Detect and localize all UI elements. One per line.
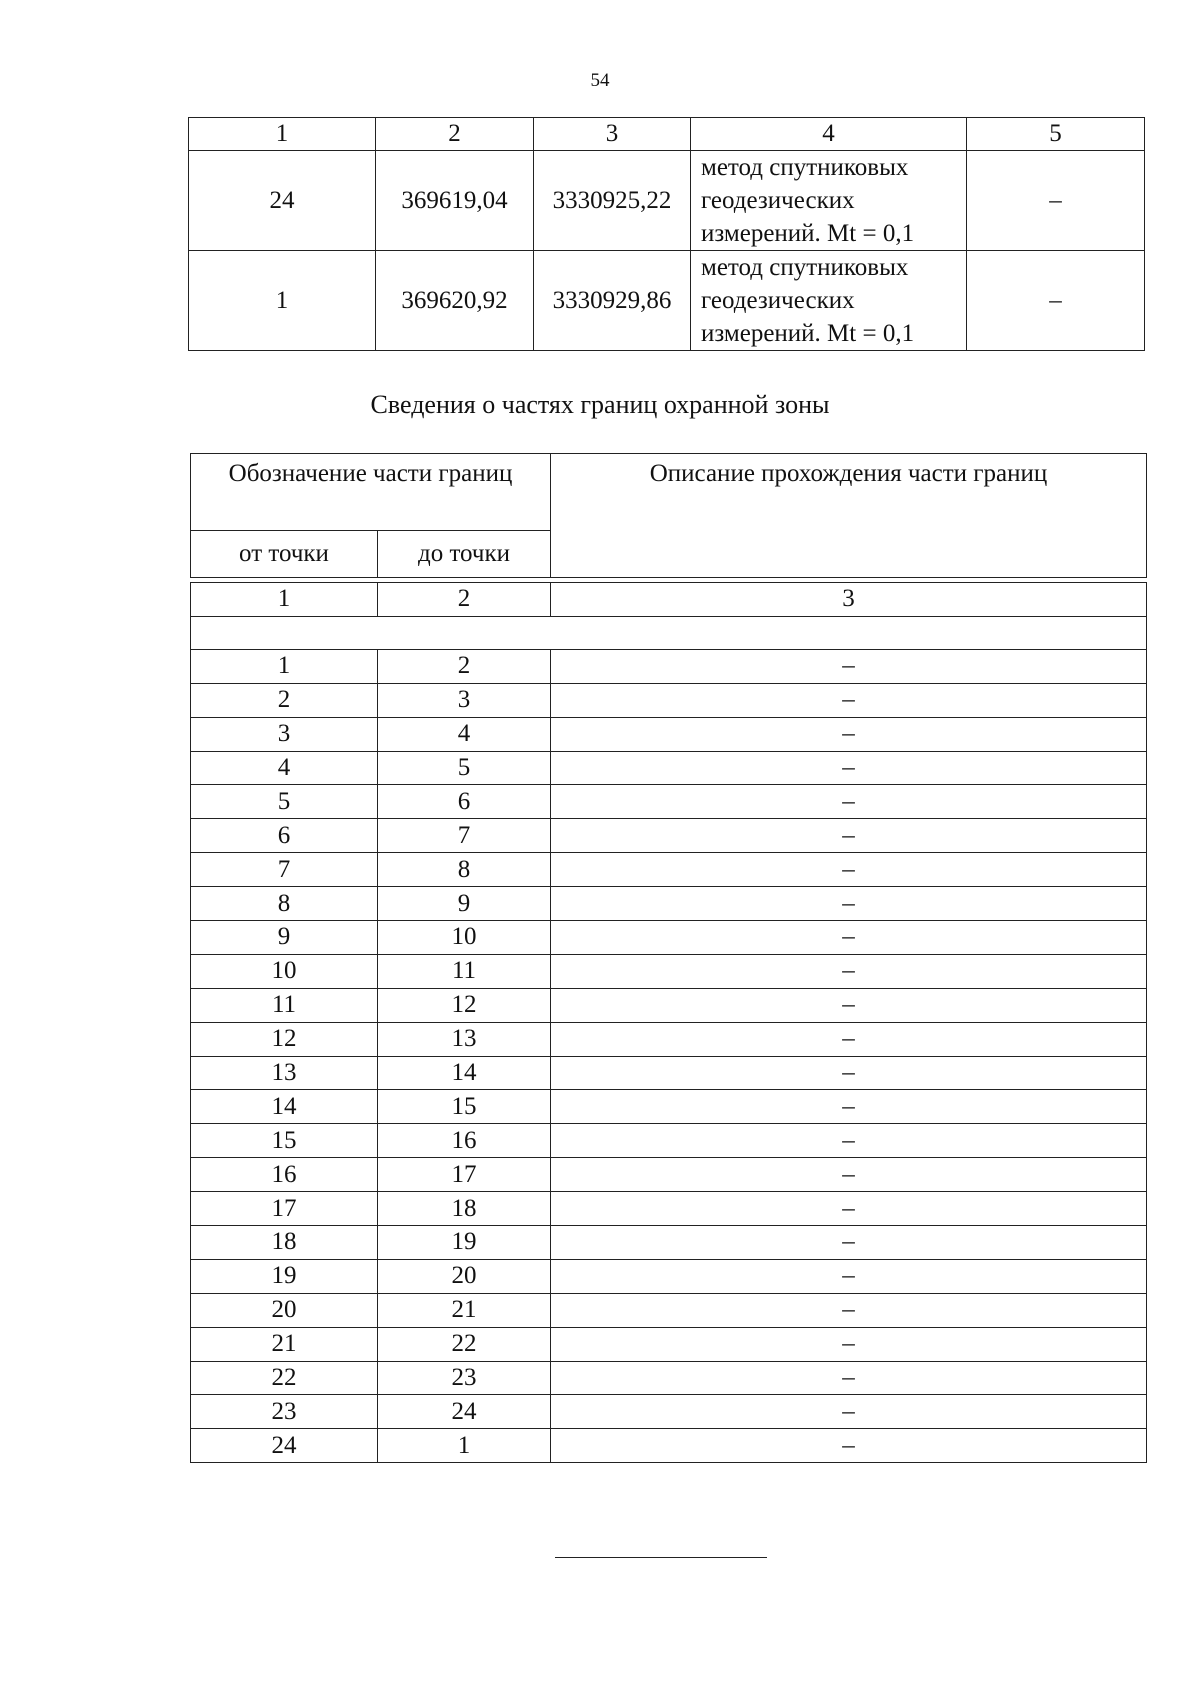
description-cell: – xyxy=(551,751,1147,785)
description-cell: – xyxy=(551,649,1147,683)
description-cell: – xyxy=(551,1259,1147,1293)
section-title: Сведения о частях границ охранной зоны xyxy=(370,390,830,419)
from-point-cell: 7 xyxy=(191,853,378,887)
to-point-cell: 5 xyxy=(378,751,551,785)
method-cell xyxy=(691,251,967,351)
table-row xyxy=(191,1327,1147,1361)
from-point-cell: 12 xyxy=(191,1022,378,1056)
from-point-cell: 14 xyxy=(191,1090,378,1124)
description-cell: – xyxy=(551,1090,1147,1124)
to-point-cell: 16 xyxy=(378,1124,551,1158)
description-cell: – xyxy=(551,1327,1147,1361)
from-point-cell: 10 xyxy=(191,954,378,988)
to-point-cell: 20 xyxy=(378,1259,551,1293)
from-point-cell: 4 xyxy=(191,751,378,785)
point-number: 1 xyxy=(189,251,376,351)
description-cell: – xyxy=(551,1158,1147,1192)
from-point-cell: 8 xyxy=(191,887,378,921)
to-point-header: до точки xyxy=(378,531,551,578)
method-line: метод спутниковых xyxy=(701,254,909,281)
part-designation-header: Обозначение части границ xyxy=(191,454,551,531)
to-point-cell: 22 xyxy=(378,1327,551,1361)
table-row xyxy=(191,819,1147,853)
from-point-cell: 11 xyxy=(191,988,378,1022)
table-row xyxy=(191,1429,1147,1463)
description-cell: – xyxy=(551,853,1147,887)
table-row xyxy=(191,1192,1147,1226)
to-point-cell: 1 xyxy=(378,1429,551,1463)
method-line: геодезических xyxy=(701,287,855,314)
table-row xyxy=(191,1158,1147,1192)
table-row xyxy=(191,887,1147,921)
method-cell xyxy=(691,151,967,251)
from-point-cell: 21 xyxy=(191,1327,378,1361)
description-cell: – xyxy=(551,1395,1147,1429)
to-point-cell: 19 xyxy=(378,1226,551,1260)
from-point-header: от точки xyxy=(191,531,378,578)
table-row xyxy=(191,1124,1147,1158)
from-point-cell: 3 xyxy=(191,717,378,751)
description-cell: – xyxy=(551,1022,1147,1056)
to-point-cell: 23 xyxy=(378,1361,551,1395)
to-point-cell: 11 xyxy=(378,954,551,988)
column-number-row xyxy=(191,583,1147,617)
parts-header-row xyxy=(191,454,1147,531)
description-cell: – xyxy=(551,1429,1147,1463)
from-point-cell: 20 xyxy=(191,1293,378,1327)
table-row xyxy=(191,1293,1147,1327)
from-point-cell: 24 xyxy=(191,1429,378,1463)
column-number: 3 xyxy=(551,583,1147,617)
description-cell: – xyxy=(551,1056,1147,1090)
from-point-cell: 13 xyxy=(191,1056,378,1090)
to-point-cell: 12 xyxy=(378,988,551,1022)
to-point-cell: 18 xyxy=(378,1192,551,1226)
page-number: 54 xyxy=(590,70,610,91)
column-number: 1 xyxy=(191,583,378,617)
table-row xyxy=(191,853,1147,887)
to-point-cell: 17 xyxy=(378,1158,551,1192)
to-point-cell: 4 xyxy=(378,717,551,751)
from-point-cell: 9 xyxy=(191,921,378,955)
from-point-cell: 19 xyxy=(191,1259,378,1293)
from-point-cell: 5 xyxy=(191,785,378,819)
description-cell: – xyxy=(551,785,1147,819)
table-row xyxy=(191,717,1147,751)
description-cell: – xyxy=(551,954,1147,988)
description-cell: – xyxy=(551,921,1147,955)
from-point-cell: 1 xyxy=(191,649,378,683)
to-point-cell: 10 xyxy=(378,921,551,955)
to-point-cell: 8 xyxy=(378,853,551,887)
to-point-cell: 21 xyxy=(378,1293,551,1327)
column-number: 2 xyxy=(378,583,551,617)
to-point-cell: 6 xyxy=(378,785,551,819)
from-point-cell: 17 xyxy=(191,1192,378,1226)
table-row xyxy=(191,921,1147,955)
table-row xyxy=(191,1056,1147,1090)
description-cell: – xyxy=(551,819,1147,853)
footer-divider xyxy=(555,1557,767,1558)
coords-col-header: 2 xyxy=(376,118,534,151)
description-cell: – xyxy=(551,1124,1147,1158)
to-point-cell: 13 xyxy=(378,1022,551,1056)
description-cell: – xyxy=(551,988,1147,1022)
table-row xyxy=(191,1361,1147,1395)
coord-y: 3330929,86 xyxy=(534,251,691,351)
coord-x: 369620,92 xyxy=(376,251,534,351)
from-point-cell: 2 xyxy=(191,683,378,717)
method-line: метод спутниковых xyxy=(701,154,909,181)
table-row xyxy=(189,251,1145,351)
from-point-cell: 16 xyxy=(191,1158,378,1192)
boundary-parts-table xyxy=(190,453,1147,1463)
to-point-cell: 24 xyxy=(378,1395,551,1429)
table-row xyxy=(191,954,1147,988)
to-point-cell: 14 xyxy=(378,1056,551,1090)
to-point-cell: 2 xyxy=(378,649,551,683)
to-point-cell: 7 xyxy=(378,819,551,853)
coordinates-table xyxy=(188,117,1145,351)
from-point-cell: 18 xyxy=(191,1226,378,1260)
table-row xyxy=(191,649,1147,683)
note-cell: – xyxy=(967,151,1145,251)
method-line: геодезических xyxy=(701,187,855,214)
table-row xyxy=(191,751,1147,785)
description-cell: – xyxy=(551,1192,1147,1226)
to-point-cell: 3 xyxy=(378,683,551,717)
from-point-cell: 23 xyxy=(191,1395,378,1429)
table-row xyxy=(189,151,1145,251)
to-point-cell: 15 xyxy=(378,1090,551,1124)
from-point-cell: 22 xyxy=(191,1361,378,1395)
description-cell: – xyxy=(551,1226,1147,1260)
description-cell: – xyxy=(551,717,1147,751)
table-row xyxy=(191,1395,1147,1429)
coords-col-header: 1 xyxy=(189,118,376,151)
point-number: 24 xyxy=(189,151,376,251)
coords-header-row xyxy=(189,118,1145,151)
table-row xyxy=(191,1259,1147,1293)
part-description-header: Описание прохождения части границ xyxy=(551,454,1147,578)
description-cell: – xyxy=(551,683,1147,717)
table-row xyxy=(191,988,1147,1022)
empty-row xyxy=(191,616,1147,649)
table-row xyxy=(191,1226,1147,1260)
coords-col-header: 5 xyxy=(967,118,1145,151)
description-cell: – xyxy=(551,887,1147,921)
method-line: измерений. Mt = 0,1 xyxy=(701,220,915,247)
note-cell: – xyxy=(967,251,1145,351)
from-point-cell: 15 xyxy=(191,1124,378,1158)
description-cell: – xyxy=(551,1293,1147,1327)
table-row xyxy=(191,785,1147,819)
table-row xyxy=(191,1090,1147,1124)
table-row xyxy=(191,683,1147,717)
table-row xyxy=(191,1022,1147,1056)
coord-x: 369619,04 xyxy=(376,151,534,251)
coords-col-header: 4 xyxy=(691,118,967,151)
coords-col-header: 3 xyxy=(534,118,691,151)
description-cell: – xyxy=(551,1361,1147,1395)
to-point-cell: 9 xyxy=(378,887,551,921)
method-line: измерений. Mt = 0,1 xyxy=(701,320,915,347)
from-point-cell: 6 xyxy=(191,819,378,853)
coord-y: 3330925,22 xyxy=(534,151,691,251)
